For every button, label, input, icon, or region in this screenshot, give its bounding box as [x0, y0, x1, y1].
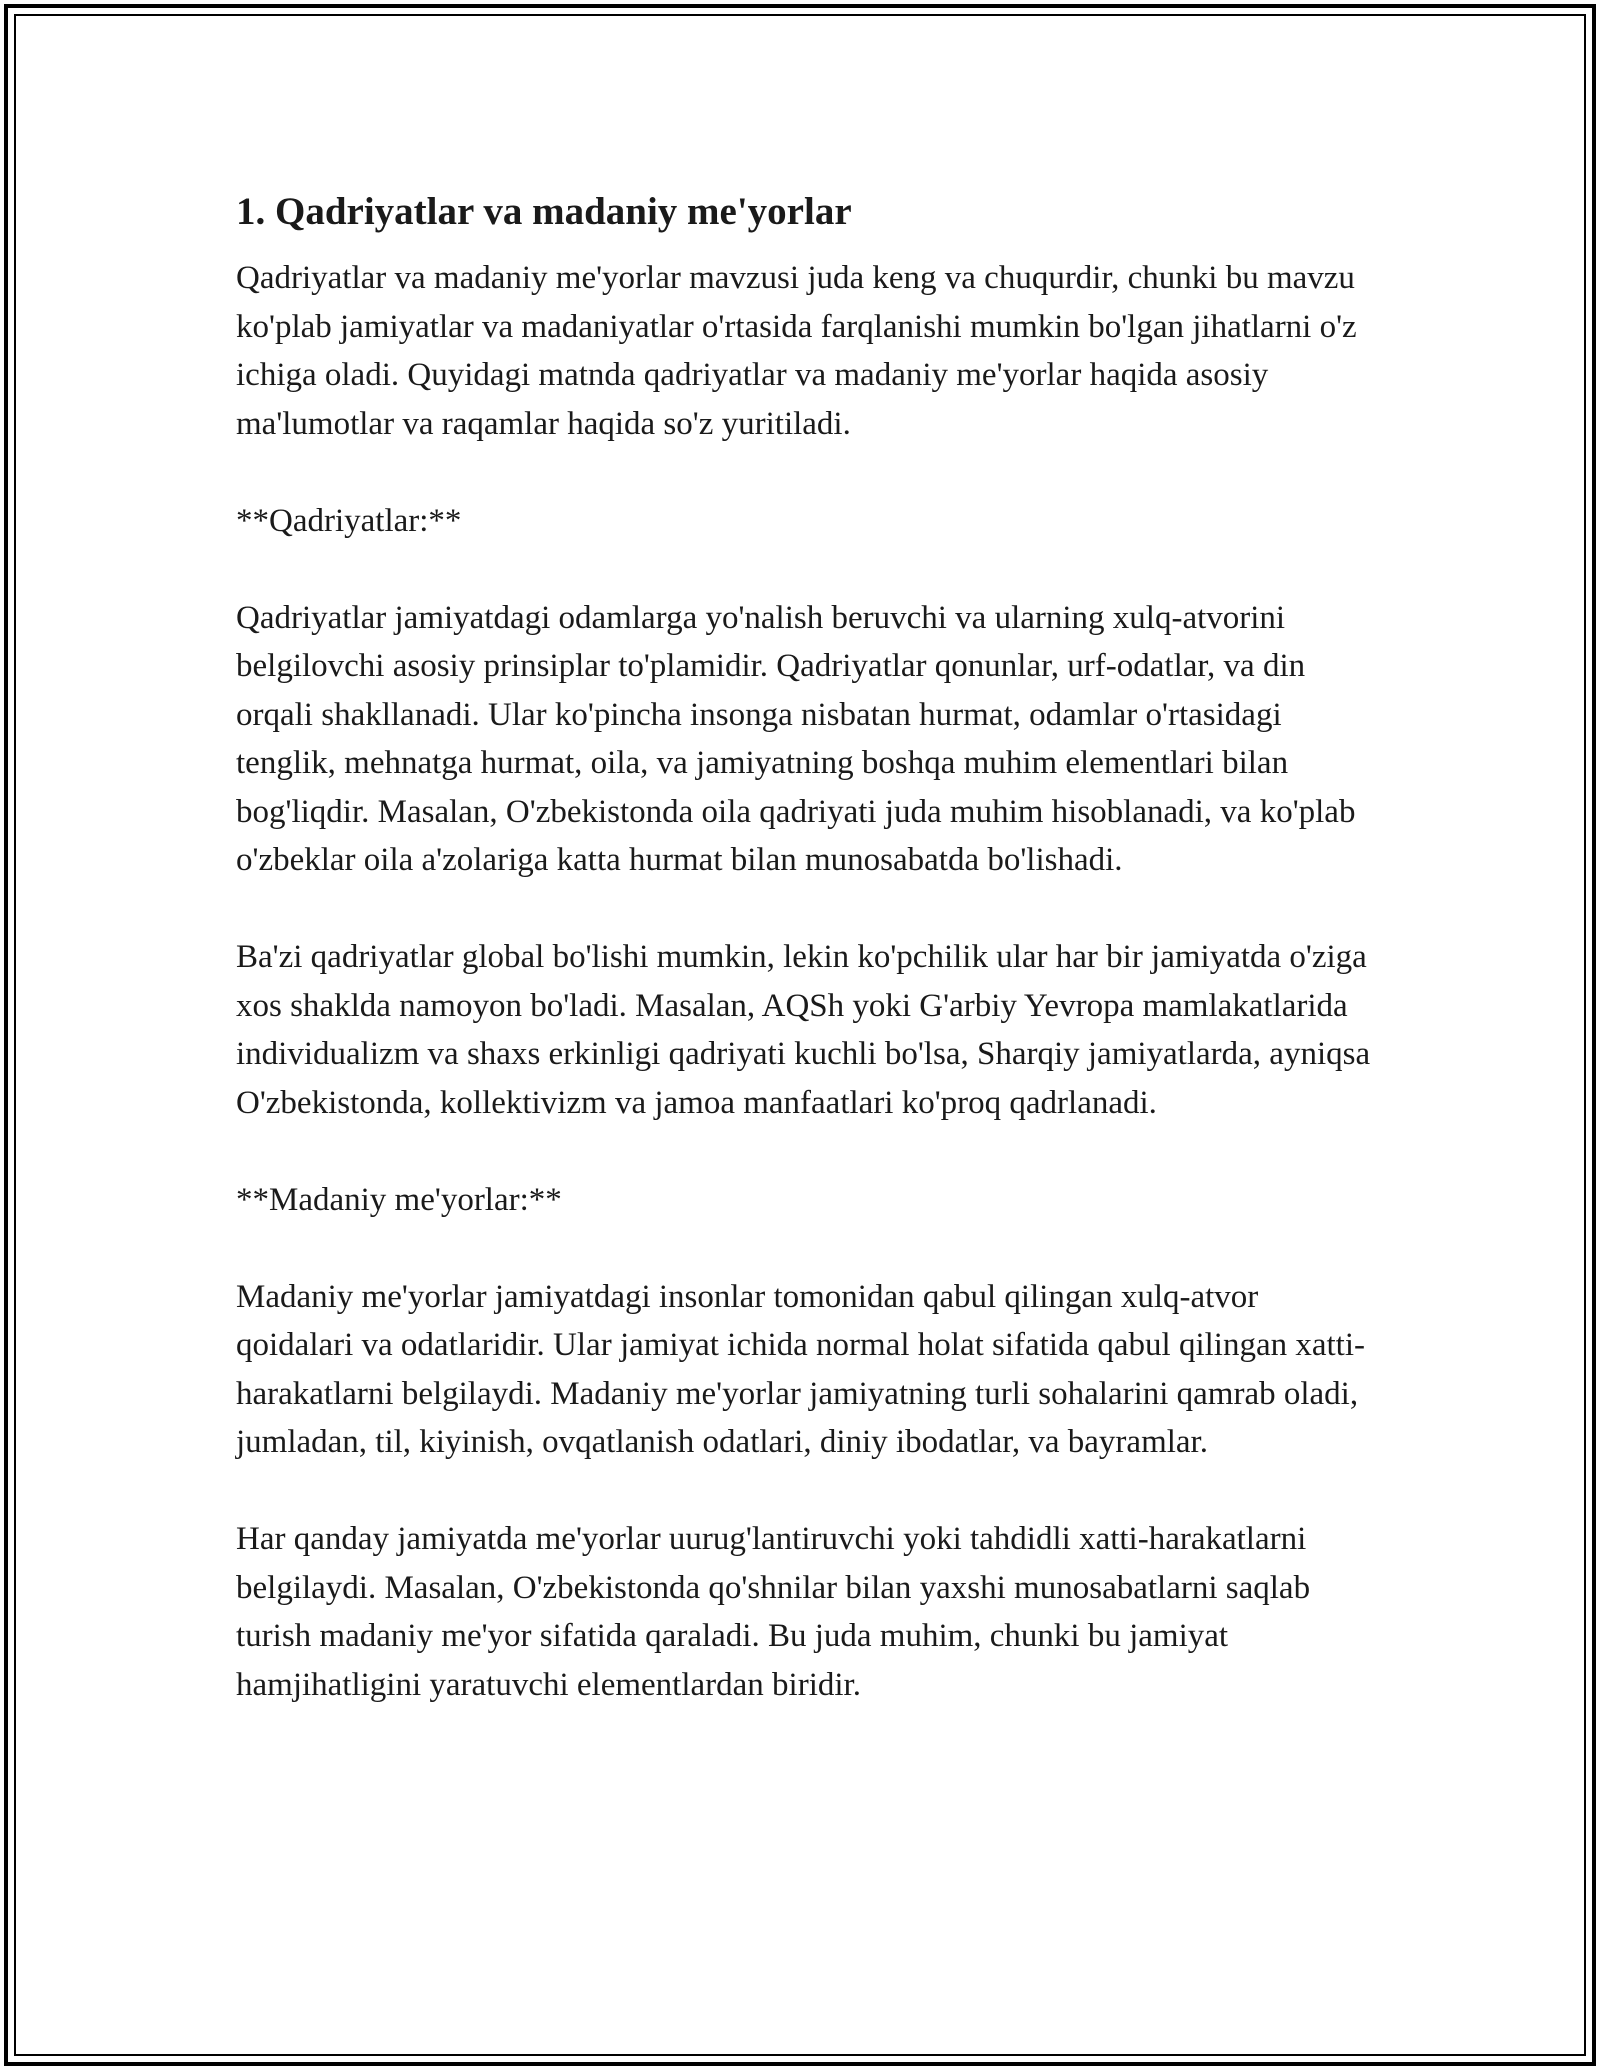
norms-subheading: **Madaniy me'yorlar:**	[236, 1181, 562, 1218]
norms-example-paragraph: Har qanday jamiyatda me'yorlar uurug'lantiruvchi yoki tahdidli xatti-harakatlarni belgilaydi. Masalan, O'zbekistonda qo'shnilar bilan yaxshi munosabatlarni saqlab turish madaniy me'yor sifatida qaraladi. Bu juda muhim, chunki bu jamiyat hamjihatligini yaratuvchi elementlardan biridir.	[236, 1521, 1311, 1703]
section-heading: 1. Qadriyatlar va madaniy me'yorlar	[236, 190, 852, 233]
values-subheading: **Qadriyatlar:**	[236, 502, 462, 539]
global-values-paragraph: Ba'zi qadriyatlar global bo'lishi mumkin, lekin ko'pchilik ular har bir jamiyatda o'ziga xos shaklda namoyon bo'ladi. Masalan, AQSh yoki G'arbiy Yevropa mamlakatlarida individualizm va shaxs erkinligi qadriyati kuchli bo'lsa, Sharqiy jamiyatlarda, ayniqsa O'zbekistonda, kollektivizm va jamoa manfaatlari ko'proq qadrlanadi.	[236, 939, 1371, 1121]
values-paragraph: Qadriyatlar jamiyatdagi odamlarga yo'nalish beruvchi va ularning xulq-atvorini belgilovchi asosiy prinsiplar to'plamidir. Qadriyatlar qonunlar, urf-odatlar, va din orqali shakllanadi. Ular ko'pincha insonga nisbatan hurmat, odamlar o'rtasidagi tenglik, mehnatga hurmat, oila, va jamiyatning boshqa muhim elementlari bilan bog'liqdir. Masalan, O'zbekistonda oila qadriyati juda muhim hisoblanadi, va ko'plab o'zbeklar oila a'zolariga katta hurmat bilan munosabatda bo'lishadi.	[236, 599, 1356, 878]
norms-paragraph: Madaniy me'yorlar jamiyatdagi insonlar tomonidan qabul qilingan xulq-atvor qoidalari va odatlaridir. Ular jamiyat ichida normal holat sifatida qabul qilingan xatti-harakatlarni belgilaydi. Madaniy me'yorlar jamiyatning turli sohalarini qamrab oladi, jumladan, til, kiyinish, ovqatlanish odatlari, diniy ibodatlar, va bayramlar.	[236, 1278, 1365, 1460]
document-body	[236, 184, 1376, 1709]
intro-paragraph: Qadriyatlar va madaniy me'yorlar mavzusi juda keng va chuqurdir, chunki bu mavzu ko'plab jamiyatlar va madaniyatlar o'rtasida farqlanishi mumkin bo'lgan jihatlarni o'z ichiga oladi. Quyidagi matnda qadriyatlar va madaniy me'yorlar haqida asosiy ma'lumotlar va raqamlar haqida so'z yuritiladi.	[236, 260, 1357, 442]
